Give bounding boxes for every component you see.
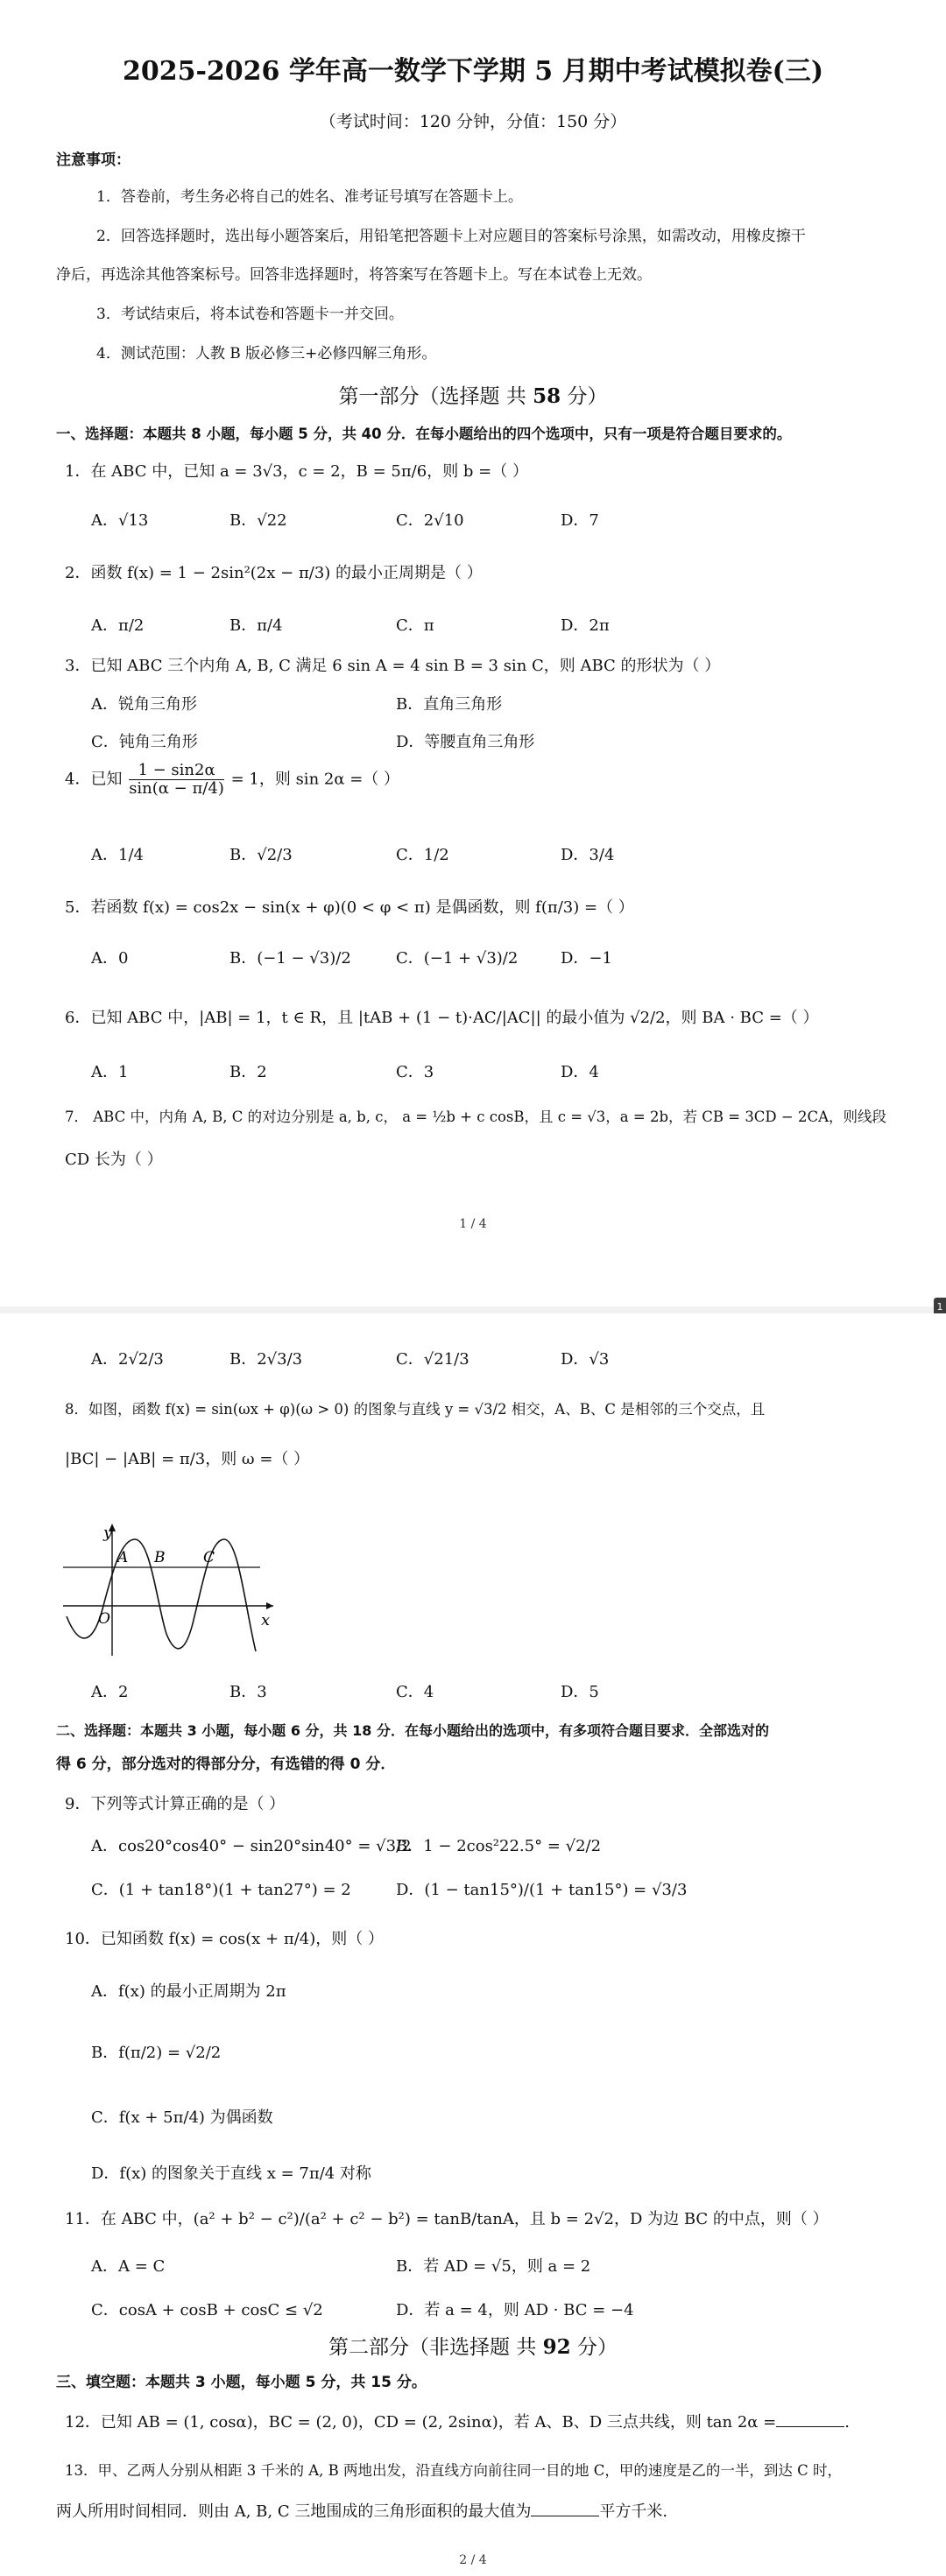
question-10-stem: 10．已知函数 f(x) = cos(x + π/4)，则（ ） xyxy=(65,1930,384,1948)
q11-option-c: C．cosA + cosB + cosC ≤ √2 xyxy=(91,2301,323,2319)
q10-option-b: B．f(π/2) = √2/2 xyxy=(91,2044,222,2062)
question-5-stem: 5．若函数 f(x) = cos2x − sin(x + φ)(0 < φ < π) 是偶函数，则 f(π/3) =（ ） xyxy=(65,898,634,917)
notice-heading: 注意事项： xyxy=(56,151,131,169)
q9-option-b: B．1 − 2cos²22.5° = √2/2 xyxy=(396,1837,602,1855)
q8-option-d: D．5 xyxy=(561,1683,599,1701)
question-11-stem: 11．在 ABC 中，(a² + b² − c²)/(a² + c² − b²) = tanB/tanA，且 b = 2√2，D 为边 BC 的中点，则（ ） xyxy=(65,2210,829,2228)
notice-item: 4．测试范围：人教 B 版必修三+必修四解三角形。 xyxy=(96,345,437,362)
x-axis-arrow xyxy=(266,1602,273,1609)
q10-option-c: C．f(x + 5π/4) 为偶函数 xyxy=(91,2108,273,2127)
q7-option-a: A．2√2/3 xyxy=(91,1350,164,1369)
question-13-line2: 两人所用时间相同．则由 A, B, C 三地围成的三角形面积的最大值为 平方千米. xyxy=(56,2502,668,2521)
q2-option-b: B．π/4 xyxy=(229,616,283,635)
notice-item: 1．答卷前，考生务必将自己的姓名、准考证号填写在答题卡上。 xyxy=(96,188,523,206)
x-axis-label: x xyxy=(261,1611,271,1629)
q2-option-a: A．π/2 xyxy=(91,616,145,635)
q5-option-a: A．0 xyxy=(91,949,129,968)
part-1-heading: 第一部分（选择题 共 58 分） xyxy=(338,384,608,408)
q6-option-b: B．2 xyxy=(229,1063,267,1081)
page-separator xyxy=(0,1306,946,1313)
q8-option-c: C．4 xyxy=(396,1683,434,1701)
notice-item: 净后，再选涂其他答案标号。回答非选择题时，将答案写在答题卡上。写在本试卷上无效。 xyxy=(56,266,652,284)
q3-option-b: B．直角三角形 xyxy=(396,695,503,714)
q4-option-d: D．3/4 xyxy=(561,846,615,864)
notice-item: 2．回答选择题时，选出每小题答案后，用铅笔把答题卡上对应题目的答案标号涂黑，如需改动，用橡皮擦干 xyxy=(96,228,806,245)
page-2 xyxy=(0,1313,946,2576)
section-1-heading: 一、选择题：本题共 8 小题，每小题 5 分，共 40 分．在每小题给出的四个选项中，只有一项是符合题目要求的。 xyxy=(56,426,792,442)
q2-option-c: C．π xyxy=(396,616,434,635)
q4-option-b: B．√2/3 xyxy=(229,846,293,864)
q11-option-a: A．A = C xyxy=(91,2257,166,2276)
question-6-stem: 6．已知 ABC 中，|AB| = 1，t ∈ R，且 |tAB + (1 − t)·AC/|AC|| 的最小值为 √2/2，则 BA · BC =（ ） xyxy=(65,1009,819,1027)
q7-option-b: B．2√3/3 xyxy=(229,1350,303,1369)
question-13-line1: 13．甲、乙两人分别从相距 3 千米的 A, B 两地出发，沿直线方向前往同一目的地 C，甲的速度是乙的一半，到达 C 时， xyxy=(65,2462,842,2479)
section-3-heading: 三、填空题：本题共 3 小题，每小题 5 分，共 15 分。 xyxy=(56,2374,427,2391)
page-indicator-badge[interactable]: 1 xyxy=(934,1298,946,1317)
q11-option-d: D．若 a = 4，则 AD · BC = −4 xyxy=(396,2301,634,2319)
q1-option-c: C．2√10 xyxy=(396,511,464,530)
q1-option-b: B．√22 xyxy=(229,511,287,530)
q9-option-d: D．(1 − tan15°)/(1 + tan15°) = √3/3 xyxy=(396,1881,688,1899)
q6-option-d: D．4 xyxy=(561,1063,599,1081)
part-2-heading: 第二部分（非选择题 共 92 分） xyxy=(328,2335,618,2359)
q6-option-c: C．3 xyxy=(396,1063,434,1081)
sine-graph-figure xyxy=(63,1520,282,1660)
question-7-line2: CD 长为（ ） xyxy=(65,1151,163,1169)
question-1-stem: 1．在 ABC 中，已知 a = 3√3，c = 2，B = 5π/6，则 b =（ ） xyxy=(65,462,528,481)
question-3-stem: 3．已知 ABC 三个内角 A, B, C 满足 6 sin A = 4 sin B = 3 sin C，则 ABC 的形状为（ ） xyxy=(65,657,721,675)
q8-option-a: A．2 xyxy=(91,1683,129,1701)
question-12-stem: 12．已知 AB = (1, cosα)，BC = (2, 0)，CD = (2, 2sinα)，若 A、B、D 三点共线，则 tan 2α = . xyxy=(65,2413,850,2432)
q4-fraction: $\frac{1 - \sin 2\alpha}{\sin(\alpha - \pi/4)}$ xyxy=(129,761,224,798)
y-axis-label: y xyxy=(103,1524,113,1542)
page-number: 1 / 4 xyxy=(459,1217,487,1231)
question-8-line2: |BC| − |AB| = π/3，则 ω =（ ） xyxy=(65,1450,310,1468)
q10-option-d: D．f(x) 的图象关于直线 x = 7π/4 对称 xyxy=(91,2164,371,2183)
q5-option-b: B．(−1 − √3)/2 xyxy=(229,949,351,968)
notice-item: 3．考试结束后，将本试卷和答题卡一并交回。 xyxy=(96,306,404,323)
exam-subtitle: （考试时间：120 分钟，分值：150 分） xyxy=(319,112,627,131)
q1-option-d: D．7 xyxy=(561,511,599,530)
q12-answer-blank[interactable] xyxy=(776,2426,844,2427)
q3-option-c: C．钝角三角形 xyxy=(91,733,198,751)
q3-option-d: D．等腰直角三角形 xyxy=(396,733,535,751)
section-2-heading-line2: 得 6 分，部分选对的得部分分，有选错的得 0 分． xyxy=(56,1756,396,1773)
question-2-stem: 2．函数 f(x) = 1 − 2sin²(2x − π/3) 的最小正周期是（ ） xyxy=(65,564,483,582)
question-9-stem: 9．下列等式计算正确的是（ ） xyxy=(65,1795,286,1813)
q10-option-a: A．f(x) 的最小正周期为 2π xyxy=(91,1982,286,2001)
point-c-label: C xyxy=(203,1549,215,1566)
question-4-stem: 4．已知 $\frac{1 - \sin 2\alpha}{\sin(\alpha - \pi/4)}$ = 1，则 sin 2α =（ ） xyxy=(65,761,400,798)
question-7-line1: 7． ABC 中，内角 A, B, C 的对边分别是 a, b, c， a = ½b + c cosB，且 c = √3，a = 2b，若 CB = 3CD − 2CA，则线段 xyxy=(65,1109,887,1125)
q11-option-b: B．若 AD = √5，则 a = 2 xyxy=(396,2257,591,2276)
point-b-label: B xyxy=(154,1549,166,1566)
q8-option-b: B．3 xyxy=(229,1683,267,1701)
question-8-line1: 8．如图，函数 f(x) = sin(ωx + φ)(ω > 0) 的图象与直线 y = √3/2 相交，A、B、C 是相邻的三个交点，且 xyxy=(65,1401,766,1418)
point-a-label: A xyxy=(117,1549,129,1566)
q9-option-a: A．cos20°cos40° − sin20°sin40° = √3/2 xyxy=(91,1837,412,1855)
section-2-heading-line1: 二、选择题：本题共 3 小题，每小题 6 分，共 18 分．在每小题给出的选项中，有多项符合题目要求．全部选对的 xyxy=(56,1722,769,1739)
q3-option-a: A．锐角三角形 xyxy=(91,695,197,714)
q9-option-c: C．(1 + tan18°)(1 + tan27°) = 2 xyxy=(91,1881,351,1899)
q4-option-a: A．1/4 xyxy=(91,846,144,864)
q7-option-d: D．√3 xyxy=(561,1350,610,1369)
origin-label: O xyxy=(98,1610,110,1628)
q2-option-d: D．2π xyxy=(561,616,610,635)
q6-option-a: A．1 xyxy=(91,1063,129,1081)
q7-option-c: C．√21/3 xyxy=(396,1350,469,1369)
page-number: 2 / 4 xyxy=(459,2553,487,2567)
exam-title: 2025-2026 学年高一数学下学期 5 月期中考试模拟卷(三) xyxy=(122,56,824,87)
q4-option-c: C．1/2 xyxy=(396,846,449,864)
q5-option-d: D．−1 xyxy=(561,949,612,968)
q1-option-a: A．√13 xyxy=(91,511,149,530)
q5-option-c: C．(−1 + √3)/2 xyxy=(396,949,519,968)
